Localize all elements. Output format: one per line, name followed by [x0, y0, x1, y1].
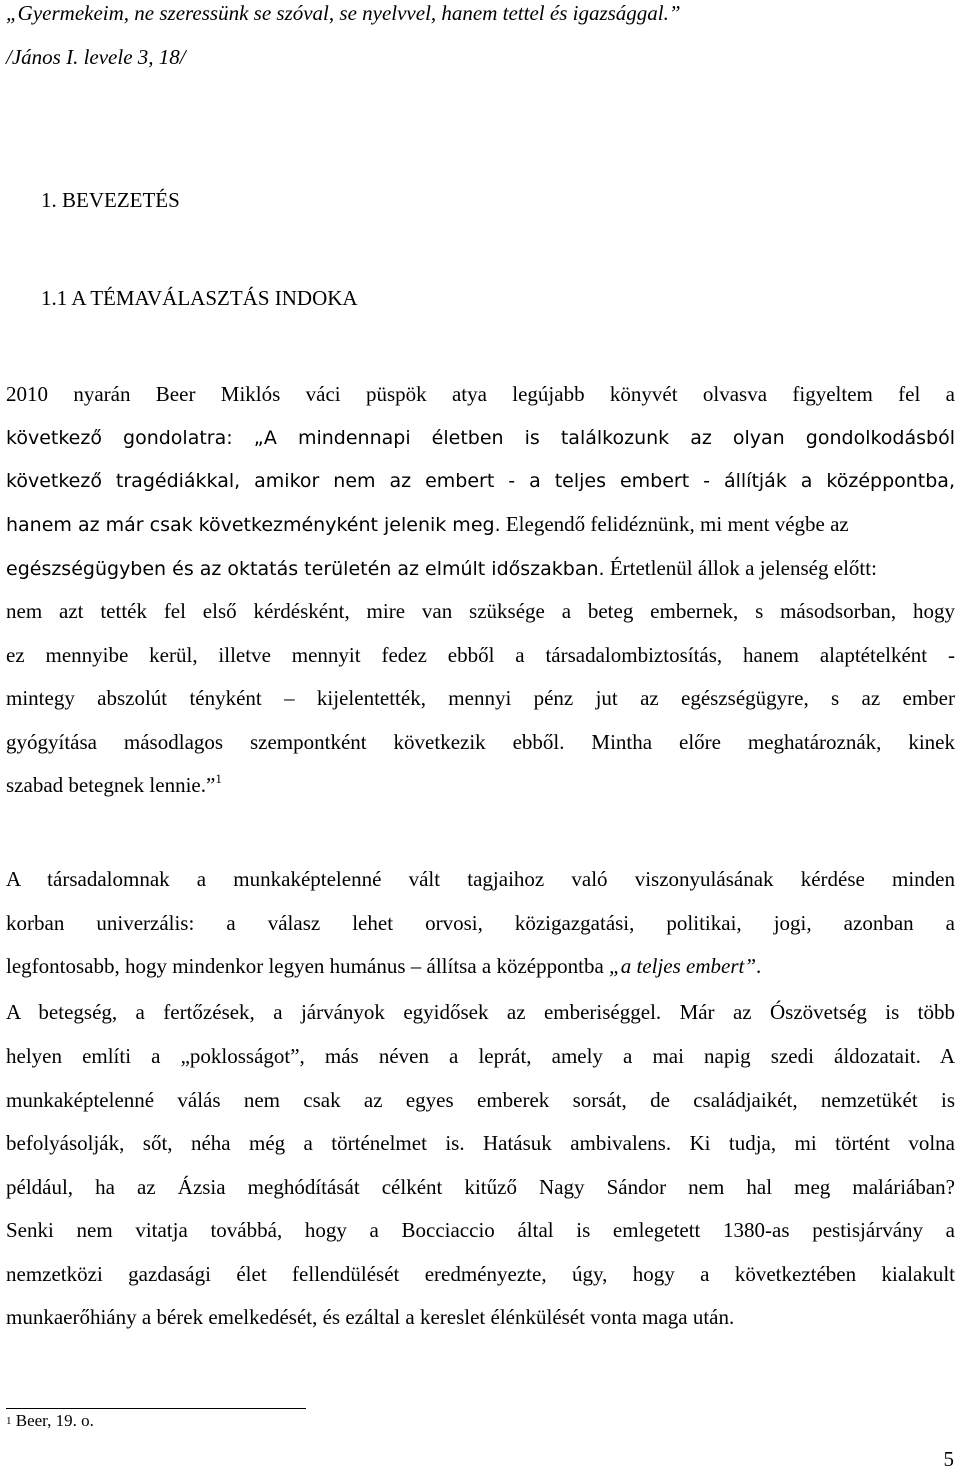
paragraph-line: befolyásolják, sőt, néha még a történelmet is. Hatásuk ambivalens. Ki tudja, mi történt volna	[6, 1131, 955, 1155]
paragraph-line: munkaerőhiány a bérek emelkedését, és ezáltal a kereslet élénkülését vonta maga után.	[6, 1305, 735, 1329]
paragraph-line: 2010 nyarán Beer Miklós váci püspök atya legújabb könyvét olvasva figyeltem fel a	[6, 382, 955, 406]
text-segment: legfontosabb, hogy mindenkor legyen humánus – állítsa a középpontba	[6, 954, 610, 978]
paragraph-line	[6, 555, 877, 582]
footnote-marker: 1	[6, 1415, 12, 1427]
paragraph-line: következő tragédiákkal, amikor nem az embert - a teljes embert - állítják a középpontba,	[6, 470, 955, 492]
quote-segment: Elegendő felidéznünk, mi ment végbe az	[500, 512, 849, 536]
paragraph-line: következő gondolatra: „A mindennapi életben is találkozunk az olyan gondolkodásból	[6, 427, 955, 449]
paragraph-line: gyógyítása másodlagos szempontként következik ebből. Mintha előre meghatároznák, kinek	[6, 730, 955, 754]
footnote-text: Beer, 19. o.	[11, 1411, 94, 1430]
motto-source: /János I. levele 3, 18/	[6, 45, 186, 69]
paragraph-line	[6, 772, 222, 798]
quote-segment: egészségügyben és az oktatás területén az elmúlt időszakban.	[6, 558, 605, 580]
paragraph-line: A társadalomnak a munkaképtelenné vált tagjaihoz való viszonyulásának kérdése minden	[6, 867, 955, 891]
paragraph-line: munkaképtelenné válás nem csak az egyes emberek sorsát, de családjaikét, nemzetükét is	[6, 1088, 955, 1112]
quote-end: szabad betegnek lennie.”	[6, 773, 216, 797]
page-number: 5	[943, 1447, 954, 1471]
paragraph-line: nem azt tették fel első kérdésként, mire van szüksége a beteg embernek, s másodsorban, hogy	[6, 599, 955, 623]
paragraph-line: helyen említi a „poklosságot”, más néven a leprát, amely a mai napig szedi áldozatait. A	[6, 1044, 955, 1068]
paragraph-line: mintegy abszolút tényként – kijelentették, mennyi pénz jut az egészségügyre, s az ember	[6, 686, 955, 710]
paragraph-line: nemzetközi gazdasági élet fellendülését eredményezte, úgy, hogy a következtében kialakult	[6, 1262, 955, 1286]
chapter-heading: 1. BEVEZETÉS	[41, 188, 180, 212]
paragraph-line: Senki nem vitatja továbbá, hogy a Bocciaccio által is emlegetett 1380-as pestisjárvány a	[6, 1218, 955, 1242]
paragraph-line: ez mennyibe kerül, illetve mennyit fedez ebből a társadalombiztosítás, hanem alaptételként -	[6, 643, 955, 667]
footnote-separator	[6, 1408, 306, 1409]
paragraph-line	[6, 953, 761, 979]
quote-segment: Értetlenül állok a jelenség előtt:	[604, 556, 877, 580]
quote-segment: hanem az már csak következményként jelenik meg.	[6, 514, 501, 536]
paragraph-line	[6, 511, 849, 538]
footnote-reference[interactable]: 1	[215, 771, 222, 786]
motto-quote: „Gyermekeim, ne szeressünk se szóval, se nyelvvel, hanem tettel és igazsággal.”	[6, 1, 681, 25]
section-heading: 1.1 A TÉMAVÁLASZTÁS INDOKA	[41, 286, 358, 310]
footnote	[6, 1410, 94, 1432]
paragraph-line: például, ha az Ázsia meghódítását célként kitűző Nagy Sándor nem hal meg maláriában?	[6, 1175, 955, 1199]
emphasis-text: „a teljes embert”	[609, 954, 757, 978]
text-segment: .	[756, 954, 762, 978]
paragraph-line: A betegség, a fertőzések, a járványok egyidősek az emberiséggel. Már az Ószövetség is több	[6, 1000, 955, 1024]
paragraph-line: korban univerzális: a válasz lehet orvosi, közigazgatási, politikai, jogi, azonban a	[6, 911, 955, 935]
